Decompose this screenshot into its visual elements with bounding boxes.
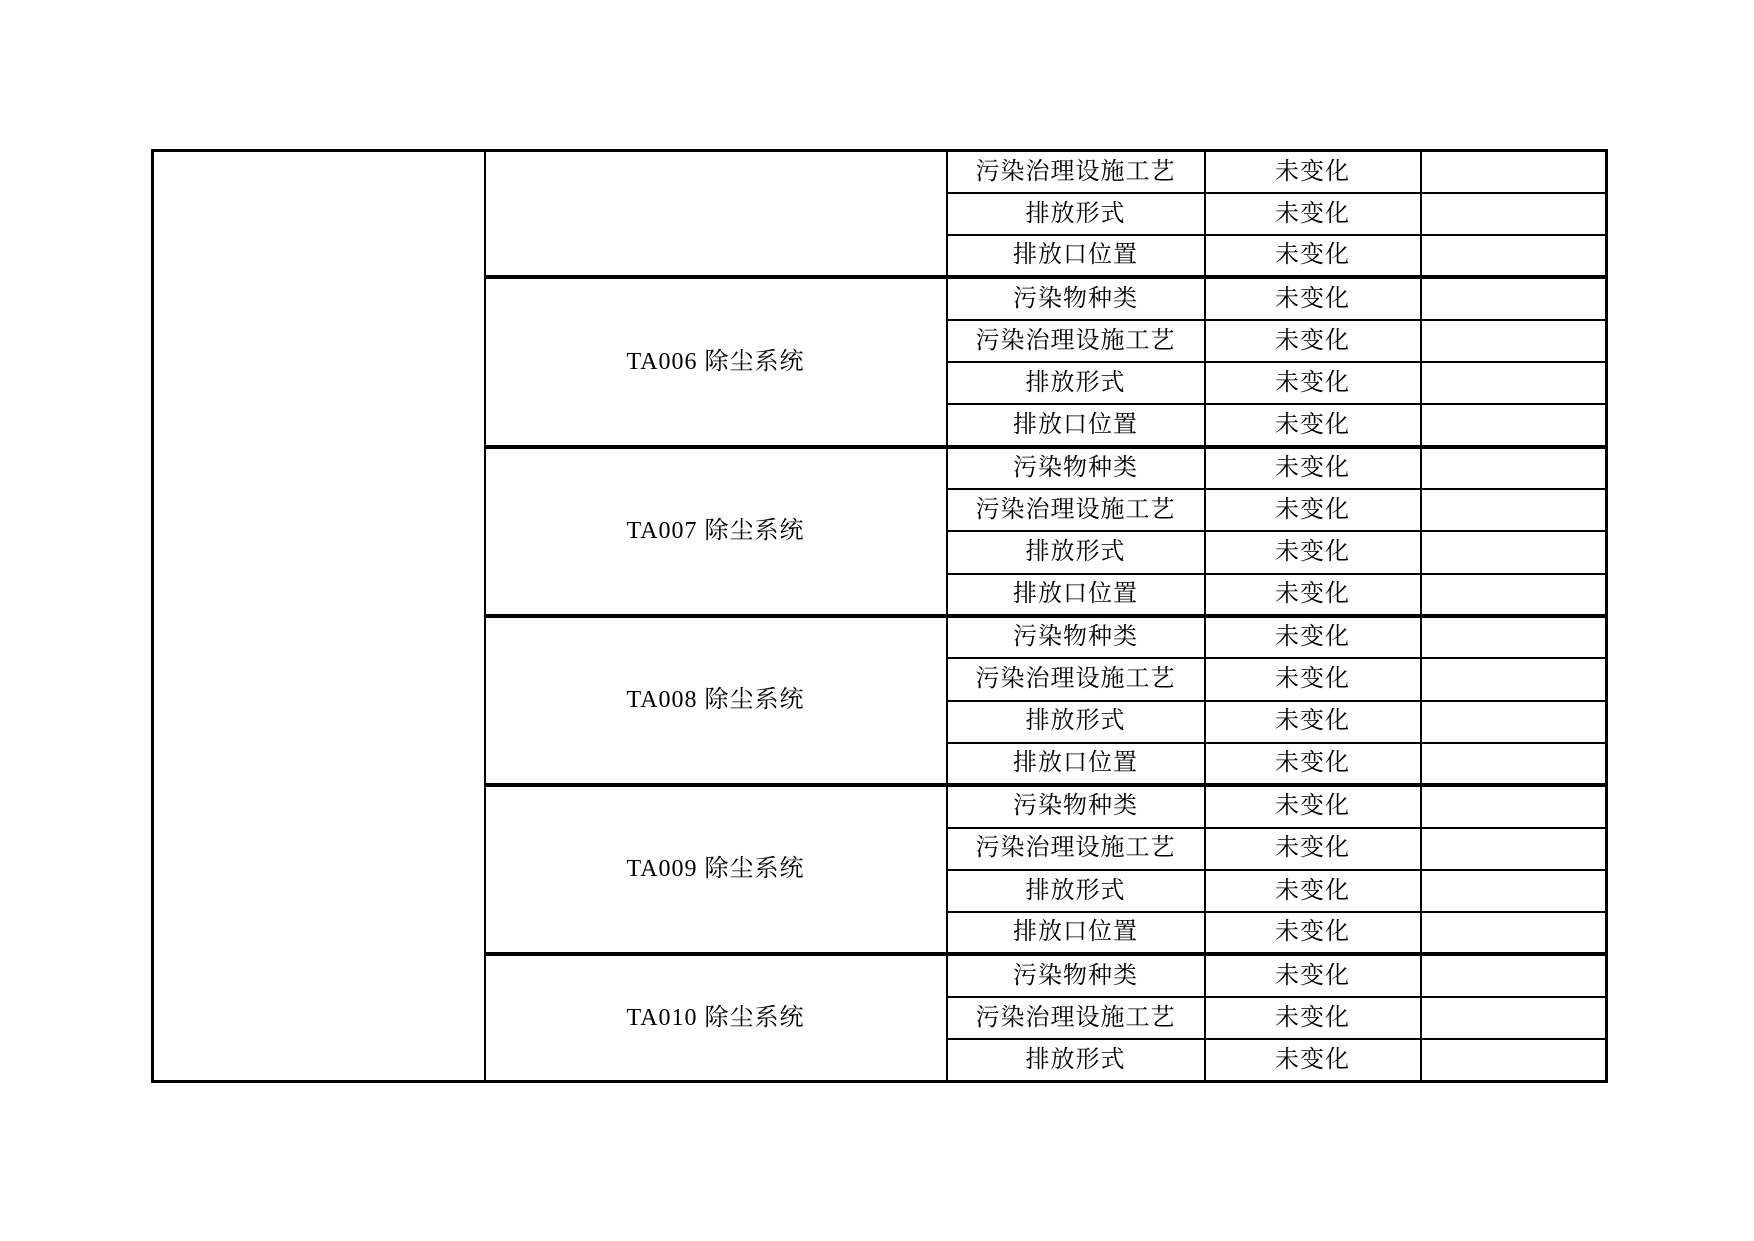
left-merged-cell <box>153 151 485 1082</box>
attribute-label-cell: 排放口位置 <box>947 404 1205 446</box>
status-cell: 未变化 <box>1205 404 1421 446</box>
system-name-cell: TA008 除尘系统 <box>485 616 947 785</box>
remark-cell <box>1421 277 1607 319</box>
system-name-cell <box>485 151 947 278</box>
system-name-cell: TA009 除尘系统 <box>485 785 947 954</box>
status-cell: 未变化 <box>1205 531 1421 573</box>
status-cell: 未变化 <box>1205 574 1421 616</box>
remark-cell <box>1421 870 1607 912</box>
attribute-label-cell: 污染物种类 <box>947 277 1205 319</box>
attribute-label-cell: 排放形式 <box>947 1039 1205 1081</box>
remark-cell <box>1421 489 1607 531</box>
status-cell: 未变化 <box>1205 785 1421 827</box>
attribute-label-cell: 污染物种类 <box>947 785 1205 827</box>
pollution-facility-change-table <box>151 149 1608 1083</box>
remark-cell <box>1421 954 1607 996</box>
attribute-label-cell: 排放形式 <box>947 531 1205 573</box>
attribute-label-cell: 污染治理设施工艺 <box>947 151 1205 193</box>
attribute-label-cell: 排放形式 <box>947 193 1205 235</box>
remark-cell <box>1421 574 1607 616</box>
status-cell: 未变化 <box>1205 616 1421 658</box>
status-cell: 未变化 <box>1205 447 1421 489</box>
remark-cell <box>1421 828 1607 870</box>
status-cell: 未变化 <box>1205 701 1421 743</box>
status-cell: 未变化 <box>1205 320 1421 362</box>
remark-cell <box>1421 912 1607 954</box>
remark-cell <box>1421 235 1607 277</box>
attribute-label-cell: 污染物种类 <box>947 616 1205 658</box>
status-cell: 未变化 <box>1205 743 1421 785</box>
attribute-label-cell: 排放形式 <box>947 870 1205 912</box>
system-name-cell: TA010 除尘系统 <box>485 954 947 1081</box>
remark-cell <box>1421 743 1607 785</box>
status-cell: 未变化 <box>1205 235 1421 277</box>
attribute-label-cell: 污染物种类 <box>947 447 1205 489</box>
status-cell: 未变化 <box>1205 277 1421 319</box>
attribute-label-cell: 排放口位置 <box>947 574 1205 616</box>
attribute-label-cell: 污染治理设施工艺 <box>947 997 1205 1039</box>
attribute-label-cell: 排放形式 <box>947 362 1205 404</box>
remark-cell <box>1421 531 1607 573</box>
attribute-label-cell: 污染治理设施工艺 <box>947 828 1205 870</box>
remark-cell <box>1421 658 1607 700</box>
attribute-label-cell: 污染治理设施工艺 <box>947 489 1205 531</box>
attribute-label-cell: 排放形式 <box>947 701 1205 743</box>
remark-cell <box>1421 1039 1607 1081</box>
remark-cell <box>1421 193 1607 235</box>
status-cell: 未变化 <box>1205 151 1421 193</box>
attribute-label-cell: 排放口位置 <box>947 912 1205 954</box>
remark-cell <box>1421 404 1607 446</box>
remark-cell <box>1421 447 1607 489</box>
remark-cell <box>1421 997 1607 1039</box>
attribute-label-cell: 排放口位置 <box>947 235 1205 277</box>
status-cell: 未变化 <box>1205 489 1421 531</box>
system-name-cell: TA007 除尘系统 <box>485 447 947 616</box>
status-cell: 未变化 <box>1205 870 1421 912</box>
status-cell: 未变化 <box>1205 954 1421 996</box>
attribute-label-cell: 排放口位置 <box>947 743 1205 785</box>
system-name-cell: TA006 除尘系统 <box>485 277 947 446</box>
status-cell: 未变化 <box>1205 193 1421 235</box>
remark-cell <box>1421 616 1607 658</box>
status-cell: 未变化 <box>1205 658 1421 700</box>
remark-cell <box>1421 362 1607 404</box>
remark-cell <box>1421 785 1607 827</box>
status-cell: 未变化 <box>1205 828 1421 870</box>
remark-cell <box>1421 701 1607 743</box>
attribute-label-cell: 污染治理设施工艺 <box>947 320 1205 362</box>
status-cell: 未变化 <box>1205 997 1421 1039</box>
status-cell: 未变化 <box>1205 912 1421 954</box>
remark-cell <box>1421 320 1607 362</box>
status-cell: 未变化 <box>1205 362 1421 404</box>
attribute-label-cell: 污染治理设施工艺 <box>947 658 1205 700</box>
attribute-label-cell: 污染物种类 <box>947 954 1205 996</box>
status-cell: 未变化 <box>1205 1039 1421 1081</box>
remark-cell <box>1421 151 1607 193</box>
